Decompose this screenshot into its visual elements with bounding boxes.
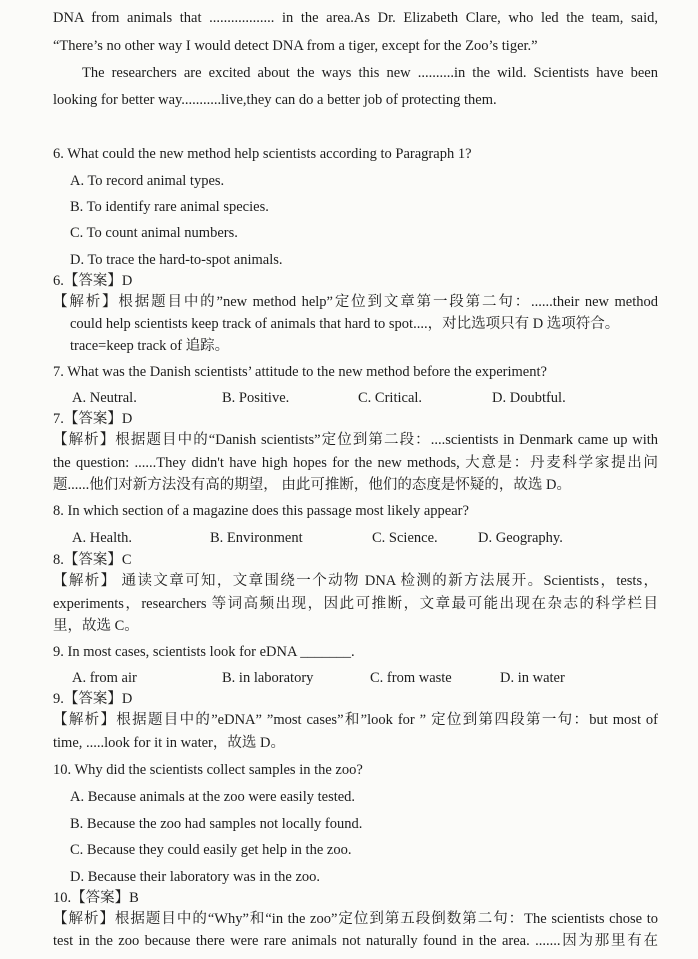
question-6: 6. What could the new method help scientists according to Paragraph 1? (53, 146, 472, 162)
option: B. Environment (210, 530, 303, 546)
answer-7: 7.【答案】D (53, 411, 133, 427)
passage-line: “There’s no other way I would detect DNA from a tiger, except for the Zoo’s tiger.” (53, 38, 538, 54)
analysis-line: experiments，researchers 等词高频出现，因此可推断，文章最可能出现在杂志的科学栏目 (53, 596, 658, 612)
analysis-line: 【解析】根据题目中的”eDNA” ”most cases”和”look for ” 定位到第四段第一句：but most of (53, 712, 658, 728)
passage-line: looking for better way...........live,they can do a better job of protecting them. (53, 92, 497, 108)
answer-9: 9.【答案】D (53, 691, 133, 707)
option: B. Because the zoo had samples not locally found. (70, 816, 363, 832)
analysis-line: 【解析】根据题目中的”new method help”定位到文章第一段第二句：......their new method (53, 294, 658, 310)
passage-line: DNA from animals that .................. in the area.As Dr. Elizabeth Clare, who led the team, said, (53, 10, 658, 26)
option: D. Geography. (478, 530, 563, 546)
question-8: 8. In which section of a magazine does this passage most likely appear? (53, 503, 469, 519)
option: A. To record animal types. (70, 173, 225, 189)
analysis-line: trace=keep track of 追踪。 (70, 338, 230, 354)
option: B. To identify rare animal species. (70, 199, 269, 215)
option: B. Positive. (222, 390, 290, 406)
analysis-line: 【解析】根据题目中的“Danish scientists”定位到第二段：....scientists in Denmark came up with (53, 432, 658, 448)
option: D. Doubtful. (492, 390, 566, 406)
analysis-line: 题......他们对新方法没有高的期望， 由此可推断，他们的态度是怀疑的，故选 D。 (53, 477, 571, 493)
analysis-line: time, .....look for it in water，故选 D。 (53, 735, 285, 751)
option: A. from air (72, 670, 137, 686)
option: B. in laboratory (222, 670, 314, 686)
answer-6: 6.【答案】D (53, 273, 133, 289)
option: C. Critical. (358, 390, 423, 406)
answer-8: 8.【答案】C (53, 552, 132, 568)
question-10: 10. Why did the scientists collect samples in the zoo? (53, 762, 363, 778)
option: C. To count animal numbers. (70, 225, 238, 241)
analysis-line: 【解析】 通读文章可知，文章围绕一个动物 DNA 检测的新方法展开。Scientists，tests， (53, 573, 658, 589)
analysis-line: the question: ......They didn't have high hopes for the new methods, 大意是：丹麦科学家提出问 (53, 455, 658, 471)
option: D. Because their laboratory was in the zoo. (70, 869, 321, 885)
option: D. To trace the hard-to-spot animals. (70, 252, 283, 268)
option: C. from waste (370, 670, 452, 686)
question-7: 7. What was the Danish scientists’ attitude to the new method before the experiment? (53, 364, 547, 380)
option: C. Because they could easily get help in the zoo. (70, 842, 352, 858)
option: A. Neutral. (72, 390, 137, 406)
analysis-line: 里，故选 C。 (53, 618, 139, 634)
option: D. in water (500, 670, 565, 686)
options-row (0, 389, 698, 407)
option: A. Because animals at the zoo were easily tested. (70, 789, 356, 805)
passage-line: The researchers are excited about the ways this new ..........in the wild. Scientists have been (82, 65, 658, 81)
analysis-line: could help scientists keep track of animals that hard to spot....，对比选项只有 D 选项符合。 (70, 316, 620, 332)
answer-10: 10.【答案】B (53, 890, 139, 906)
options-row (0, 529, 698, 547)
options-row (0, 669, 698, 687)
option: A. Health. (72, 530, 132, 546)
question-9: 9. In most cases, scientists look for eDNA _______. (53, 644, 355, 660)
analysis-line: 【解析】根据题目中的“Why”和“in the zoo”定位到第五段倒数第二句：The scientists chose to (53, 911, 658, 927)
option: C. Science. (372, 530, 438, 546)
analysis-line: test in the zoo because there were rare animals not naturally found in the area. .......因为那里有在 (53, 933, 658, 949)
